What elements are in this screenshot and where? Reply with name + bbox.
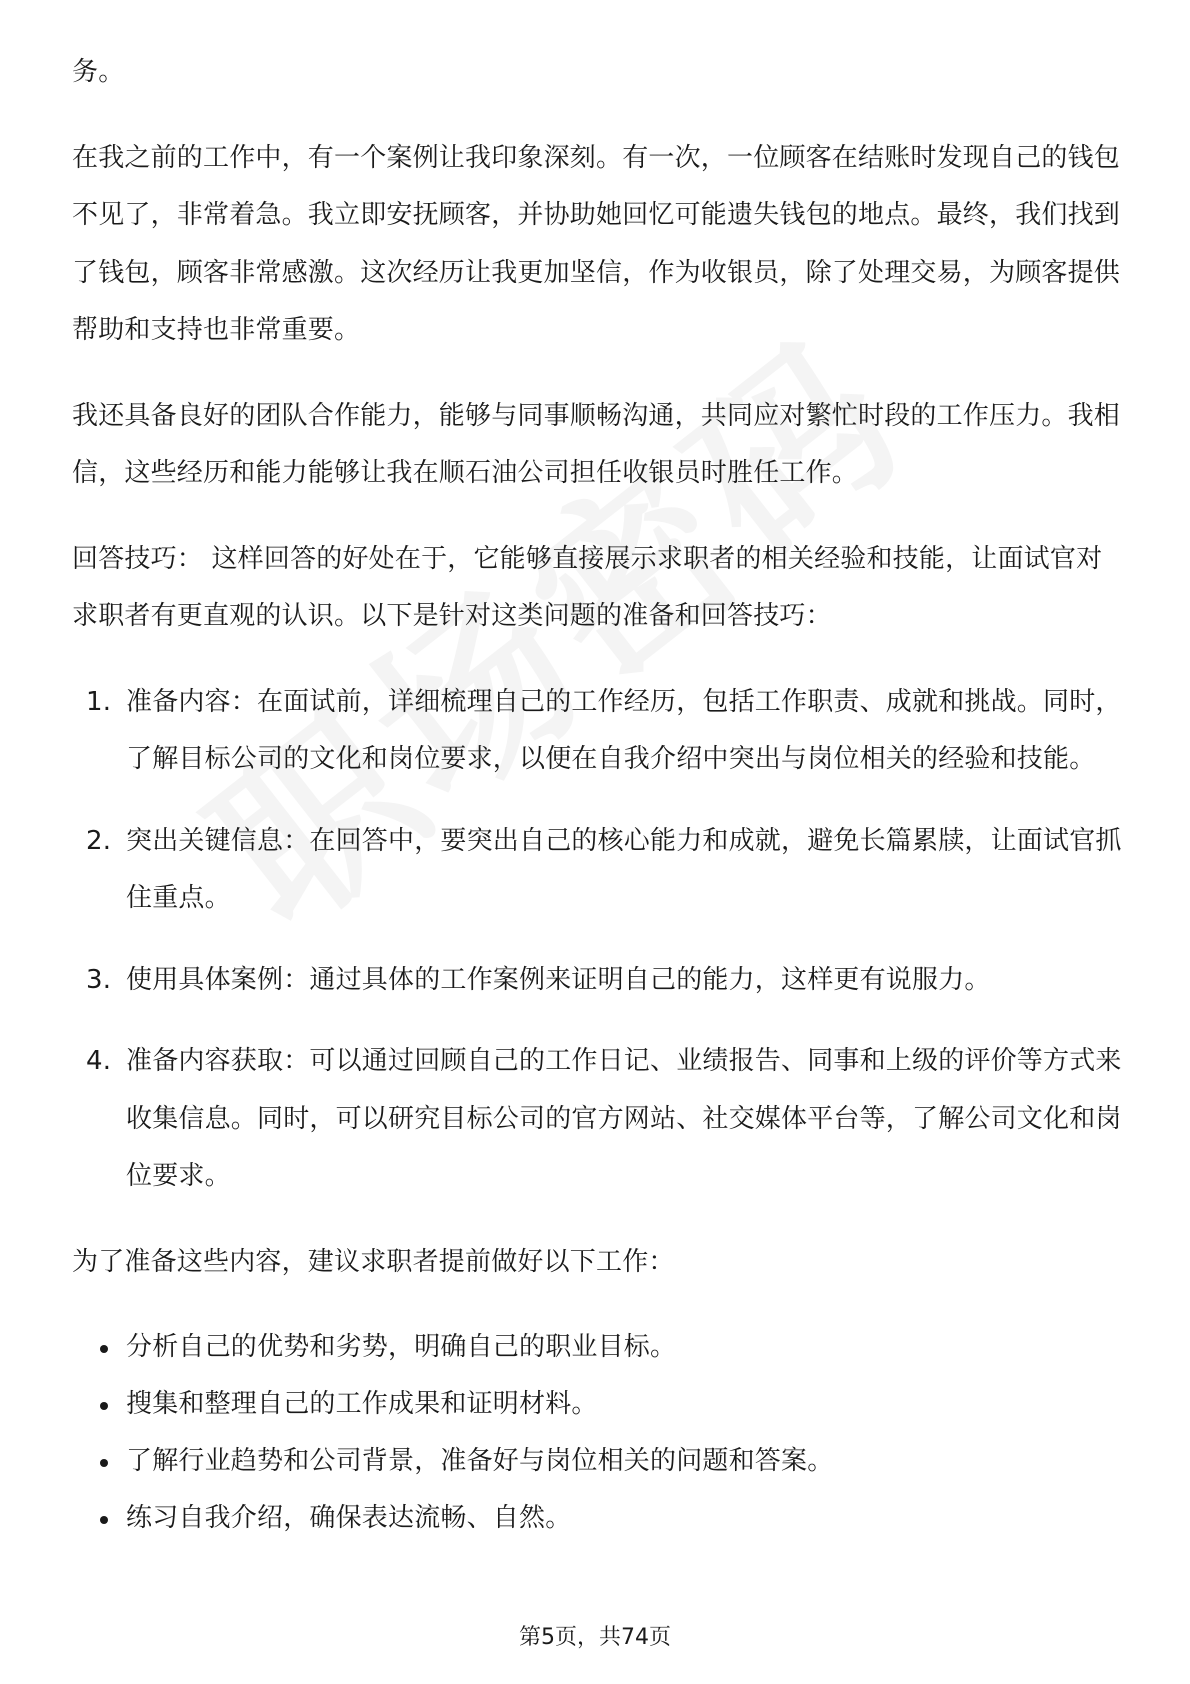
bullet-text: 了解行业趋势和公司背景，准备好与岗位相关的问题和答案。 bbox=[126, 1446, 834, 1476]
bullet-item bbox=[72, 1319, 1122, 1376]
paragraph-continuation: 务。 bbox=[72, 57, 125, 87]
bullet-text: 搜集和整理自己的工作成果和证明材料。 bbox=[126, 1389, 598, 1419]
list-number: 4. bbox=[86, 1046, 112, 1076]
list-number: 3. bbox=[86, 964, 112, 995]
tips-list-item bbox=[72, 952, 1122, 1010]
bullet-dot-icon bbox=[100, 1402, 108, 1410]
bullet-item bbox=[72, 1376, 1122, 1433]
list-item-text: 突出关键信息：在回答中，要突出自己的核心能力和成就，避免长篇累牍，让面试官抓住重点。 bbox=[126, 825, 1122, 913]
tips-list-item bbox=[72, 813, 1122, 928]
paragraph-teamwork: 我还具备良好的团队合作能力，能够与同事顺畅沟通，共同应对繁忙时段的工作压力。我相信，这些经历和能力能够让我在顺石油公司担任收银员时胜任工作。 bbox=[72, 400, 1121, 488]
list-number: 1. bbox=[86, 686, 112, 717]
bullet-dot-icon bbox=[100, 1459, 108, 1467]
tips-list-item bbox=[72, 674, 1122, 789]
bullet-text: 分析自己的优势和劣势，明确自己的职业目标。 bbox=[126, 1332, 677, 1362]
list-number: 2. bbox=[86, 825, 112, 856]
list-item-text: 使用具体案例：通过具体的工作案例来证明自己的能力，这样更有说服力。 bbox=[126, 964, 991, 995]
paragraph-prep-intro: 为了准备这些内容，建议求职者提前做好以下工作： bbox=[72, 1246, 675, 1277]
list-item-text: 准备内容获取：可以通过回顾自己的工作日记、业绩报告、同事和上级的评价等方式来收集信息。同时，可以研究目标公司的官方网站、社交媒体平台等，了解公司文化和岗位要求。 bbox=[126, 1046, 1122, 1191]
bullet-dot-icon bbox=[100, 1345, 108, 1353]
bullet-item bbox=[72, 1433, 1122, 1490]
bullet-text: 练习自我介绍，确保表达流畅、自然。 bbox=[126, 1503, 572, 1533]
bullet-dot-icon bbox=[100, 1516, 108, 1524]
list-item-text: 准备内容：在面试前，详细梳理自己的工作经历，包括工作职责、成就和挑战。同时，了解目标公司的文化和岗位要求，以便在自我介绍中突出与岗位相关的经验和技能。 bbox=[126, 686, 1122, 774]
prep-bullet-list bbox=[72, 1319, 1122, 1547]
tips-list-item bbox=[72, 1033, 1122, 1206]
paragraph-case-story: 在我之前的工作中，有一个案例让我印象深刻。有一次，一位顾客在结账时发现自己的钱包不见了，非常着急。我立即安抚顾客，并协助她回忆可能遗失钱包的地点。最终，我们找到了钱包，顾客非常感激。这次经历让我更加坚信，作为收银员，除了处理交易，为顾客提供帮助和支持也非常重要。 bbox=[72, 142, 1121, 345]
bullet-item bbox=[72, 1490, 1122, 1547]
page-content bbox=[72, 44, 1122, 1547]
tips-list bbox=[72, 674, 1122, 1206]
paragraph-answer-tips: 回答技巧： 这样回答的好处在于，它能够直接展示求职者的相关经验和技能，让面试官对求职者有更直观的认识。以下是针对这类问题的准备和回答技巧： bbox=[72, 543, 1103, 631]
page-number-footer: 第5页，共74页 bbox=[519, 1625, 671, 1650]
